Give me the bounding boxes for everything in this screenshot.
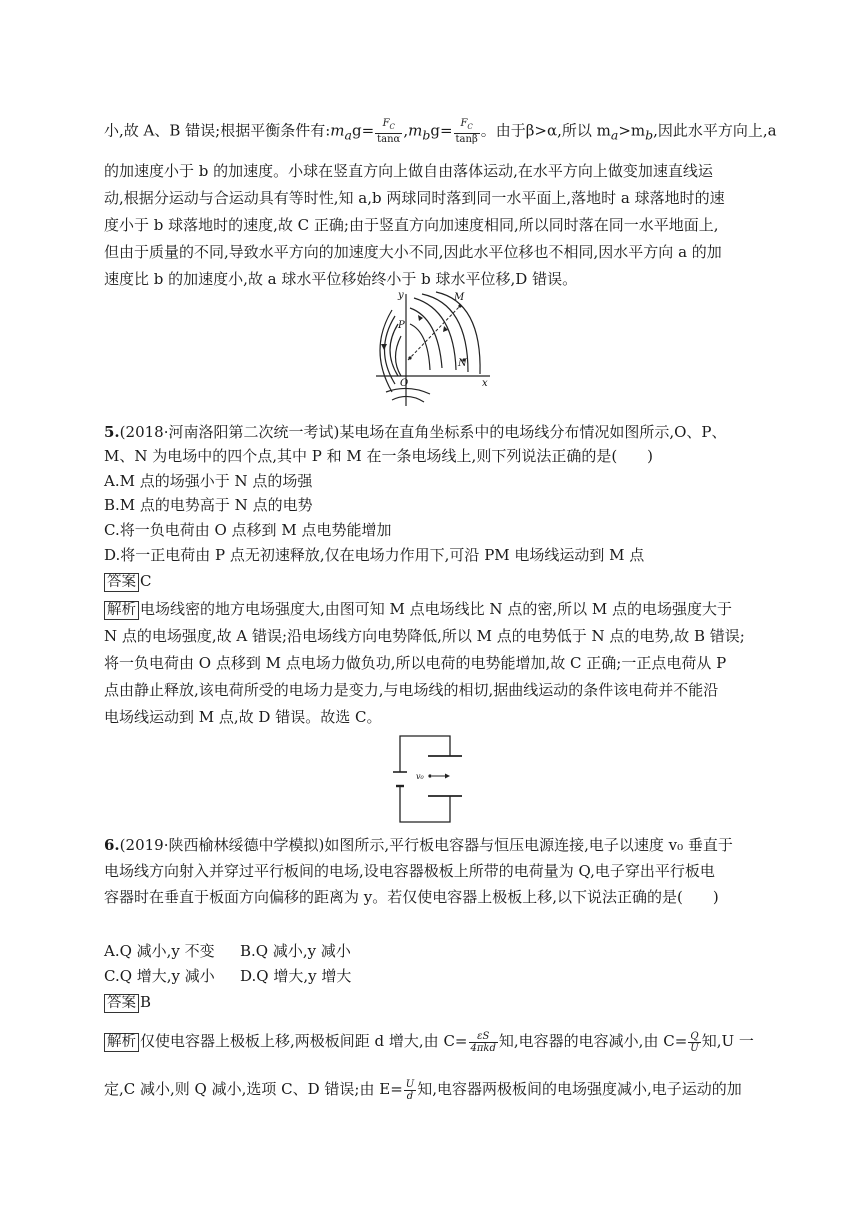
analysis-text: 定,C 减小,则 Q 减小,选项 C、D 错误;由 E= — [104, 1080, 403, 1098]
question-number: 6. — [104, 836, 120, 854]
analysis-text: 电场线密的地方电场强度大,由图可知 M 点电场线比 N 点的密,所以 M 点的电场强度大于 — [140, 600, 732, 618]
subscript: a — [344, 127, 352, 143]
q6-stem-line-2: 电场线方向射入并穿过平行板间的电场,设电容器极板上所带的电荷量为 Q,电子穿出平行板电 — [104, 862, 715, 880]
fraction-fc-tan-beta — [454, 118, 480, 145]
fraction-capacitance — [469, 1031, 498, 1054]
symbol: m — [408, 121, 423, 140]
analysis-tag: 解析 — [104, 1033, 139, 1052]
text-segment: 。由于β>α,所以 m — [480, 121, 611, 140]
axis-label-y: y — [398, 290, 404, 301]
symbol: m — [330, 121, 345, 140]
frac-numerator-sub: C — [467, 123, 473, 131]
paragraph-line: 动,根据分运动与合运动具有等时性,知 a,b 两球同时落到同一水平面上,落地时 a 球落地时的速 — [104, 189, 725, 207]
q5-analysis-line-4: 点由静止释放,该电荷所受的电场力是变力,与电场线的相切,据曲线运动的条件该电荷并不能沿 — [104, 681, 719, 699]
subscript: a — [610, 127, 619, 143]
frac-denominator: 4πkd — [470, 1042, 496, 1054]
subscript: b — [645, 127, 654, 143]
q5-stem-line-1 — [104, 421, 756, 443]
q6-analysis-line-1 — [104, 1030, 756, 1054]
equation-line — [104, 118, 777, 147]
point-label-n: N — [458, 358, 467, 369]
q5-stem-text: (2018·河南洛阳第二次统一考试)某电场在直角坐标系中的电场线分布情况如图所示,O、P、 — [119, 423, 727, 441]
frac-denominator: d — [406, 1090, 414, 1102]
frac-numerator-sub: C — [389, 123, 395, 131]
q6-option-c: C.Q 增大,y 减小 — [104, 967, 215, 985]
q6-option-b: B.Q 减小,y 减小 — [240, 942, 351, 960]
velocity-label: v₀ — [416, 772, 424, 781]
frac-numerator: Q — [690, 1030, 699, 1042]
question-number: 5. — [104, 423, 120, 441]
q5-analysis-line-3: 将一负电荷由 O 点移到 M 点电场力做负功,所以电荷的电势能增加,故 C 正确;一正点电荷从 P — [104, 654, 727, 672]
fraction-fc-tan-alpha — [375, 118, 402, 145]
point-label-m: M — [454, 292, 465, 303]
q5-analysis-line-1 — [104, 598, 756, 620]
q5-analysis-line-2: N 点的电场强度,故 A 错误;沿电场线方向电势降低,所以 M 点的电势低于 N 点的电势,故 B 错误; — [104, 627, 745, 645]
paragraph-line: 速度比 b 的加速度小,故 a 球水平位移始终小于 b 球水平位移,D 错误。 — [104, 270, 578, 288]
q5-answer-line — [104, 570, 756, 592]
frac-denominator: tanα — [377, 134, 401, 145]
q5-analysis-line-5: 电场线运动到 M 点,故 D 错误。故选 C。 — [104, 708, 382, 726]
analysis-text: 知,电容器两极板间的电场强度减小,电子运动的加 — [417, 1080, 742, 1098]
q6-option-d: D.Q 增大,y 增大 — [240, 967, 352, 985]
frac-numerator: U — [405, 1078, 415, 1090]
answer-tag: 答案 — [104, 573, 139, 592]
q6-options-row-1 — [104, 940, 756, 962]
answer-value: C — [140, 572, 152, 590]
point-label-p: P — [398, 320, 405, 331]
capacitor-circuit-figure — [392, 734, 468, 824]
q6-stem-line-1 — [104, 834, 756, 856]
subscript: b — [422, 127, 431, 143]
frac-numerator: εS — [477, 1030, 490, 1042]
text-segment: , — [403, 121, 409, 140]
text-segment: 小,故 A、B 错误;根据平衡条件有: — [104, 121, 331, 140]
q6-analysis-line-2 — [104, 1078, 756, 1102]
q5-option-d: D.将一正电荷由 P 点无初速释放,仅在电场力作用下,可沿 PM 电场线运动到 M 点 — [104, 546, 645, 564]
analysis-text: 知,电容器的电容减小,由 C= — [498, 1032, 688, 1050]
q5-stem-line-2: M、N 为电场中的四个点,其中 P 和 M 在一条电场线上,则下列说法正确的是( ) — [104, 447, 654, 465]
answer-tag: 答案 — [104, 994, 139, 1013]
q6-option-a: A.Q 减小,y 不变 — [104, 942, 215, 960]
q5-option-c: C.将一负电荷由 O 点移到 M 点电势能增加 — [104, 521, 392, 539]
q5-option-b: B.M 点的电势高于 N 点的电势 — [104, 496, 313, 514]
fraction-q-over-u — [688, 1031, 700, 1054]
frac-numerator: F — [460, 118, 468, 129]
frac-denominator: tanβ — [455, 134, 478, 145]
text-segment: g= — [430, 121, 453, 140]
fraction-u-over-d — [404, 1079, 416, 1102]
analysis-tag: 解析 — [104, 601, 139, 620]
analysis-text: 知,U 一 — [701, 1032, 754, 1050]
q6-options-row-2 — [104, 965, 756, 987]
q6-stem-line-3: 容器时在垂直于板面方向偏移的距离为 y。若仅使电容器上极板上移,以下说法正确的是( ) — [104, 888, 719, 906]
text-segment: ,因此水平方向上,a — [653, 121, 777, 140]
q6-answer-line — [104, 991, 756, 1013]
frac-numerator: F — [382, 118, 390, 129]
axis-label-x: x — [482, 378, 488, 389]
analysis-text: 仅使电容器上极板上移,两极板间距 d 增大,由 C= — [140, 1032, 468, 1050]
q6-stem-text: (2019·陕西榆林绥德中学模拟)如图所示,平行板电容器与恒压电源连接,电子以速度 v₀ 垂直于 — [119, 836, 733, 854]
answer-value: B — [140, 993, 152, 1011]
frac-denominator: U — [690, 1042, 699, 1054]
q5-option-a: A.M 点的场强小于 N 点的场强 — [104, 472, 313, 490]
paragraph-line: 的加速度小于 b 的加速度。小球在竖直方向上做自由落体运动,在水平方向上做变加速直线运 — [104, 162, 713, 180]
paragraph-line: 度小于 b 球落地时的速度,故 C 正确;由于竖直方向加速度相同,所以同时落在同一水平地面上, — [104, 216, 719, 234]
origin-label-o: O — [400, 378, 409, 389]
electric-field-lines-figure — [368, 288, 498, 410]
text-segment: >m — [618, 121, 646, 140]
text-segment: g= — [351, 121, 375, 140]
paragraph-line: 但由于质量的不同,导致水平方向的加速度大小不同,因此水平位移也不相同,因水平方向 a 的加 — [104, 243, 722, 261]
